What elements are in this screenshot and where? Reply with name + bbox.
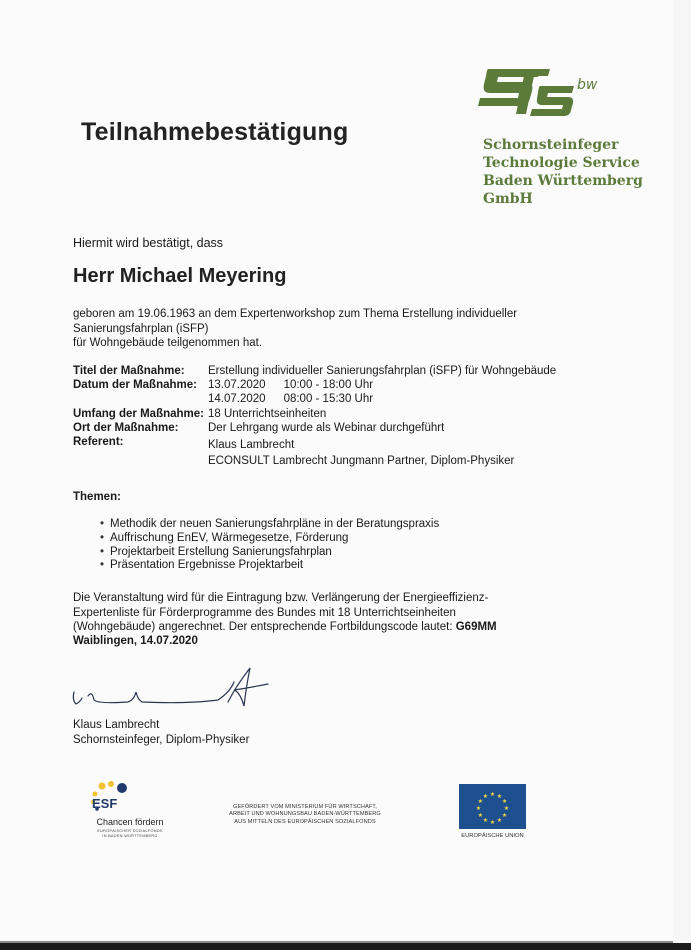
funding-line: AUS MITTELN DES EUROPÄISCHEN SOZIALFONDS [234,818,376,825]
eu-stars [459,784,526,829]
statement-line: geboren am 19.06.1963 an dem Expertenworkshop zum Thema Erstellung individueller [73,308,518,320]
signer-role: Schornsteinfeger, Diplom-Physiker [73,734,250,746]
document-title: Teilnahmebestätigung [81,118,349,146]
statement-line: Sanierungsfahrplan (iSFP) [73,322,209,335]
sts-logo-icon [478,66,613,118]
eu-star-icon: ★ [496,818,503,825]
funding-line: GEFÖRDERT VOM MINISTERIUM FÜR WIRTSCHAFT, [233,804,377,810]
detail-row-title [73,364,556,378]
eu-star-icon: ★ [496,793,503,800]
topics-heading: Themen: [73,491,121,503]
speaker-affiliation: ECONSULT Lambrecht Jungmann Partner, Diplom-Physiker [208,455,515,468]
topics-list [100,518,439,573]
detail-row-speaker [73,435,556,468]
eu-label: EUROPÄISCHE UNION [461,833,524,839]
detail-value: Der Lehrgang wurde als Webinar durchgeführt [208,421,445,434]
eu-star-icon: ★ [477,799,484,806]
company-line: Baden Württemberg [483,173,643,189]
accreditation-line: (Wohngebäude) angerechnet. Der entsprechende Fortbildungscode lautet: G69MM [73,621,497,634]
eu-star-icon: ★ [482,793,489,800]
speaker-name: Klaus Lambrecht [208,439,295,452]
eu-star-icon: ★ [482,818,489,825]
date: 14.07.2020 [208,393,266,406]
participation-statement [73,307,517,351]
scan-edge [673,0,691,943]
company-line: Schornsteinfeger [483,137,619,153]
signer-block [73,718,249,748]
participant-name: Herr Michael Meyering [73,265,287,287]
statement-line: für Wohngebäude teilgenommen hat. [73,337,263,349]
topic-item: • Auffrischung EnEV, Wärmegesetze, Förderung [100,532,439,546]
detail-value [208,435,514,468]
topic-item: • Methodik der neuen Sanierungsfahrpläne in der Beratungspraxis [100,518,439,532]
accreditation-line: Die Veranstaltung wird für die Eintragung bzw. Verlängerung der Energieeffizienz- [73,592,489,604]
scan-bottom-border [0,943,691,950]
esf-subtitle: EUROPÄISCHER SOZIALFONDS IN BADEN-WÜRTTEMBERG [97,829,163,838]
detail-value [208,392,373,406]
detail-value: 18 Unterrichtseinheiten [208,407,327,420]
detail-value [208,378,373,392]
funding-notice [212,804,398,826]
company-line: GmbH [483,191,533,207]
detail-row-scope [73,407,556,421]
eu-star-icon: ★ [501,813,508,820]
eu-star-icon: ★ [477,813,484,820]
course-details [73,364,556,468]
eu-star-icon: ★ [475,806,482,813]
training-code: G69MM [455,621,497,634]
detail-label: Referent: [73,436,124,449]
date: 13.07.2020 [208,379,266,392]
topic-item: • Projektarbeit Erstellung Sanierungsfahrplan [100,546,439,560]
signature-image [68,662,278,712]
intro-text: Hiermit wird bestätigt, dass [73,236,224,250]
detail-label: Ort der Maßnahme: [73,421,179,434]
detail-value: Erstellung individueller Sanierungsfahrplan (iSFP) für Wohngebäude [208,365,557,377]
place-date: Waiblingen, 14.07.2020 [73,635,198,647]
eu-star-icon: ★ [489,792,496,799]
detail-label: Umfang der Maßnahme: [73,407,204,420]
signer-name: Klaus Lambrecht [73,719,160,731]
esf-slogan: Chancen fördern [96,817,164,827]
topic-item: • Präsentation Ergebnisse Projektarbeit [100,559,439,573]
company-name [483,136,643,208]
eu-star-icon: ★ [503,806,510,813]
time: 08:00 - 15:30 Uhr [283,393,374,406]
time: 10:00 - 18:00 Uhr [283,379,374,392]
detail-label: Titel der Maßnahme: [73,365,185,377]
accreditation-line: Expertenliste für Förderprogramme des Bundes mit 18 Unterrichtseinheiten [73,606,456,619]
logo-suffix: bw [577,77,598,93]
funding-line: ARBEIT UND WOHNUNGSBAU BADEN-WÜRTTEMBERG [229,811,381,818]
eu-star-icon: ★ [489,820,496,827]
detail-row-date-2 [73,392,556,406]
esf-label: ESF [92,796,118,811]
accreditation-text [73,591,543,635]
detail-row-date [73,378,556,392]
detail-row-location [73,421,556,435]
detail-label: Datum der Maßnahme: [73,379,197,392]
eu-flag-icon [459,784,526,829]
eu-star-icon: ★ [501,799,508,806]
company-line: Technologie Service [483,155,640,171]
